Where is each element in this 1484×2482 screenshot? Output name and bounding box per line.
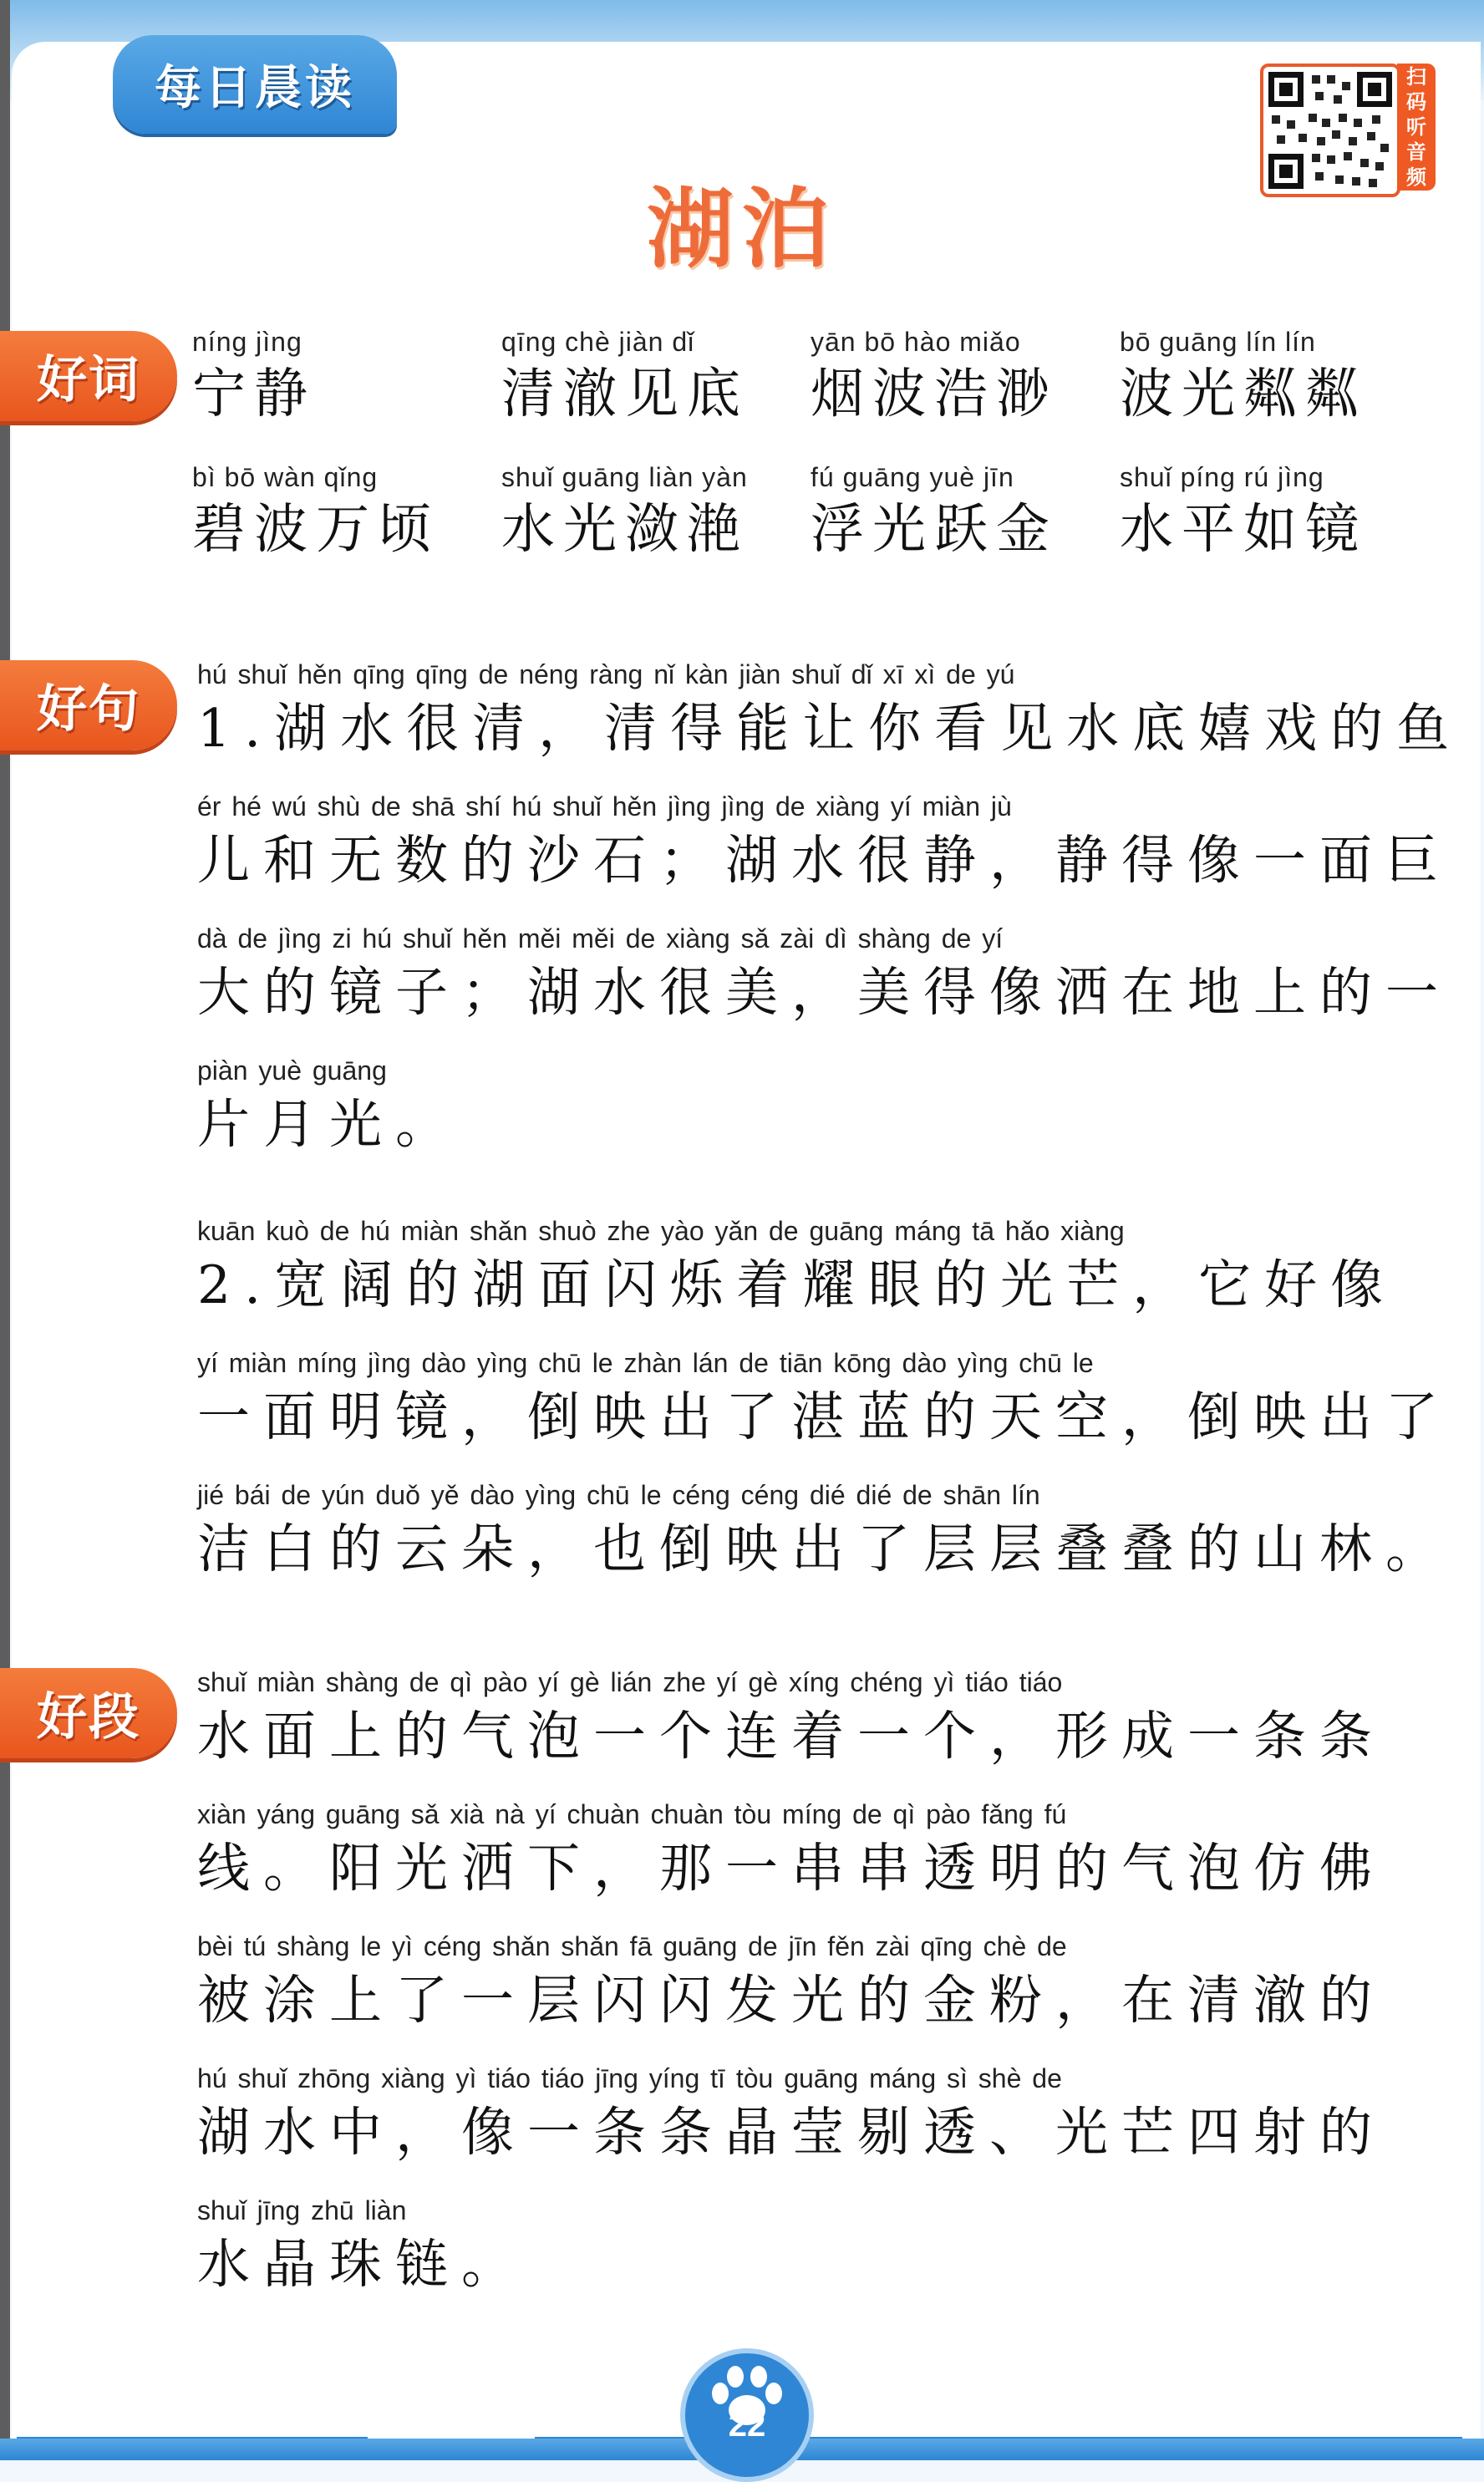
word-hanzi: 碧波万顷 <box>192 499 440 561</box>
section-tag-label: 每日晨读 <box>155 61 355 115</box>
good-words-grid <box>192 323 1446 593</box>
line-pinyin: piàn yuè guāng <box>197 1055 387 1086</box>
sentence-1 <box>197 655 1463 1183</box>
word-row <box>192 323 1446 458</box>
sentence-2 <box>197 1212 1451 1608</box>
line-hanzi: 线。阳光洒下，那一串串透明的气泡仿佛 <box>197 1838 1385 1899</box>
section-tag <box>113 35 397 134</box>
line-hanzi: 水面上的气泡一个连着一个，形成一条条 <box>197 1706 1385 1767</box>
text-line <box>197 1663 1434 1795</box>
good-paragraph <box>197 1663 1434 2323</box>
badge-good-paragraph-label: 好段 <box>37 1688 140 1747</box>
text-line <box>197 919 1451 1051</box>
line-pinyin: shuǐ miàn shàng de qì pào yí gè lián zhe yí gè xíng chéng yì tiáo tiáo <box>197 1667 1063 1697</box>
word-item <box>1120 323 1429 458</box>
badge-good-paragraph <box>0 1668 177 1758</box>
line-pinyin: hú shuǐ zhōng xiàng yì tiáo tiáo jīng yíng tī tòu guāng máng sì shè de <box>197 2063 1062 2093</box>
word-row <box>192 458 1446 593</box>
page-title: 湖泊 <box>646 178 837 280</box>
word-item <box>1120 458 1429 593</box>
text-line <box>197 1927 1434 2059</box>
qr-label-text: 扫 码 听 音 频 <box>1406 65 1426 189</box>
line-pinyin: kuān kuò de hú miàn shǎn shuò zhe yào yǎn de guāng máng tā hǎo xiàng <box>197 1216 1125 1246</box>
line-pinyin: shuǐ jīng zhū liàn <box>197 2195 407 2225</box>
word-item <box>811 458 1120 593</box>
badge-good-words <box>0 331 177 421</box>
line-hanzi: 洁白的云朵，也倒映出了层层叠叠的山林。 <box>197 1518 1451 1579</box>
word-pinyin: bō guāng lín lín <box>1120 327 1316 357</box>
line-pinyin: hú shuǐ hěn qīng qīng de néng ràng nǐ kàn jiàn shuǐ dǐ xī xì de yú <box>197 659 1015 689</box>
word-item <box>192 323 501 458</box>
line-pinyin: xiàn yáng guāng sǎ xià nà yí chuàn chuàn tòu míng de qì pào fǎng fú <box>197 1799 1067 1829</box>
badge-good-sentences <box>0 660 177 750</box>
line-hanzi: 被涂上了一层闪闪发光的金粉，在清澈的 <box>197 1970 1385 2031</box>
word-pinyin: bì bō wàn qǐng <box>192 462 379 492</box>
line-hanzi: 片月光。 <box>197 1094 461 1155</box>
word-pinyin: shuǐ píng rú jìng <box>1120 462 1324 492</box>
word-pinyin: fú guāng yuè jīn <box>811 462 1014 492</box>
line-pinyin: bèi tú shàng le yì céng shǎn shǎn fā guāng de jīn fěn zài qīng chè de <box>197 1931 1067 1961</box>
word-pinyin: qīng chè jiàn dǐ <box>501 327 695 357</box>
word-item <box>811 323 1120 458</box>
line-hanzi: 2.宽阔的湖面闪烁着耀眼的光芒，它好像 <box>197 1254 1397 1315</box>
line-hanzi: 1.湖水很清，清得能让你看见水底嬉戏的鱼 <box>197 698 1463 759</box>
word-hanzi: 波光粼粼 <box>1120 364 1367 425</box>
word-hanzi: 宁静 <box>192 364 316 425</box>
text-line <box>197 787 1451 919</box>
word-hanzi: 水平如镜 <box>1120 499 1367 561</box>
text-line <box>197 1795 1434 1927</box>
badge-good-sentences-label: 好句 <box>37 680 140 739</box>
line-pinyin: dà de jìng zi hú shuǐ hěn měi měi de xiàng sǎ zài dì shàng de yí <box>197 923 1004 954</box>
line-hanzi: 儿和无数的沙石；湖水很静，静得像一面巨 <box>197 830 1451 891</box>
word-hanzi: 清澈见底 <box>501 364 749 425</box>
text-line <box>197 1476 1451 1608</box>
page-number: 22 <box>728 2407 766 2444</box>
word-hanzi: 浮光跃金 <box>811 499 1058 561</box>
line-hanzi: 水晶珠链。 <box>197 2234 527 2295</box>
text-line <box>197 2191 1434 2323</box>
text-line <box>197 1212 1434 1344</box>
line-hanzi: 大的镜子；湖水很美，美得像洒在地上的一 <box>197 962 1451 1023</box>
word-pinyin: níng jìng <box>192 327 302 357</box>
word-hanzi: 烟波浩渺 <box>811 364 1058 425</box>
word-pinyin: yān bō hào miǎo <box>811 327 1021 357</box>
word-item <box>501 323 811 458</box>
badge-good-words-label: 好词 <box>37 351 140 409</box>
word-item <box>192 458 501 593</box>
line-pinyin: jié bái de yún duǒ yě dào yìng chū le céng céng dié dié de shān lín <box>197 1480 1040 1510</box>
text-line <box>197 655 1463 787</box>
word-hanzi: 水光潋滟 <box>501 499 749 561</box>
word-item <box>501 458 811 593</box>
text-line <box>197 1344 1451 1476</box>
text-line <box>197 1051 1434 1183</box>
line-pinyin: ér hé wú shù de shā shí hú shuǐ hěn jìng jìng de xiàng yí miàn jù <box>197 791 1012 821</box>
word-pinyin: shuǐ guāng liàn yàn <box>501 462 748 492</box>
text-line <box>197 2059 1434 2191</box>
line-pinyin: yí miàn míng jìng dào yìng chū le zhàn lán de tiān kōng dào yìng chū le <box>197 1348 1094 1378</box>
line-hanzi: 湖水中，像一条条晶莹剔透、光芒四射的 <box>197 2102 1385 2163</box>
line-hanzi: 一面明镜，倒映出了湛蓝的天空，倒映出了 <box>197 1386 1451 1447</box>
